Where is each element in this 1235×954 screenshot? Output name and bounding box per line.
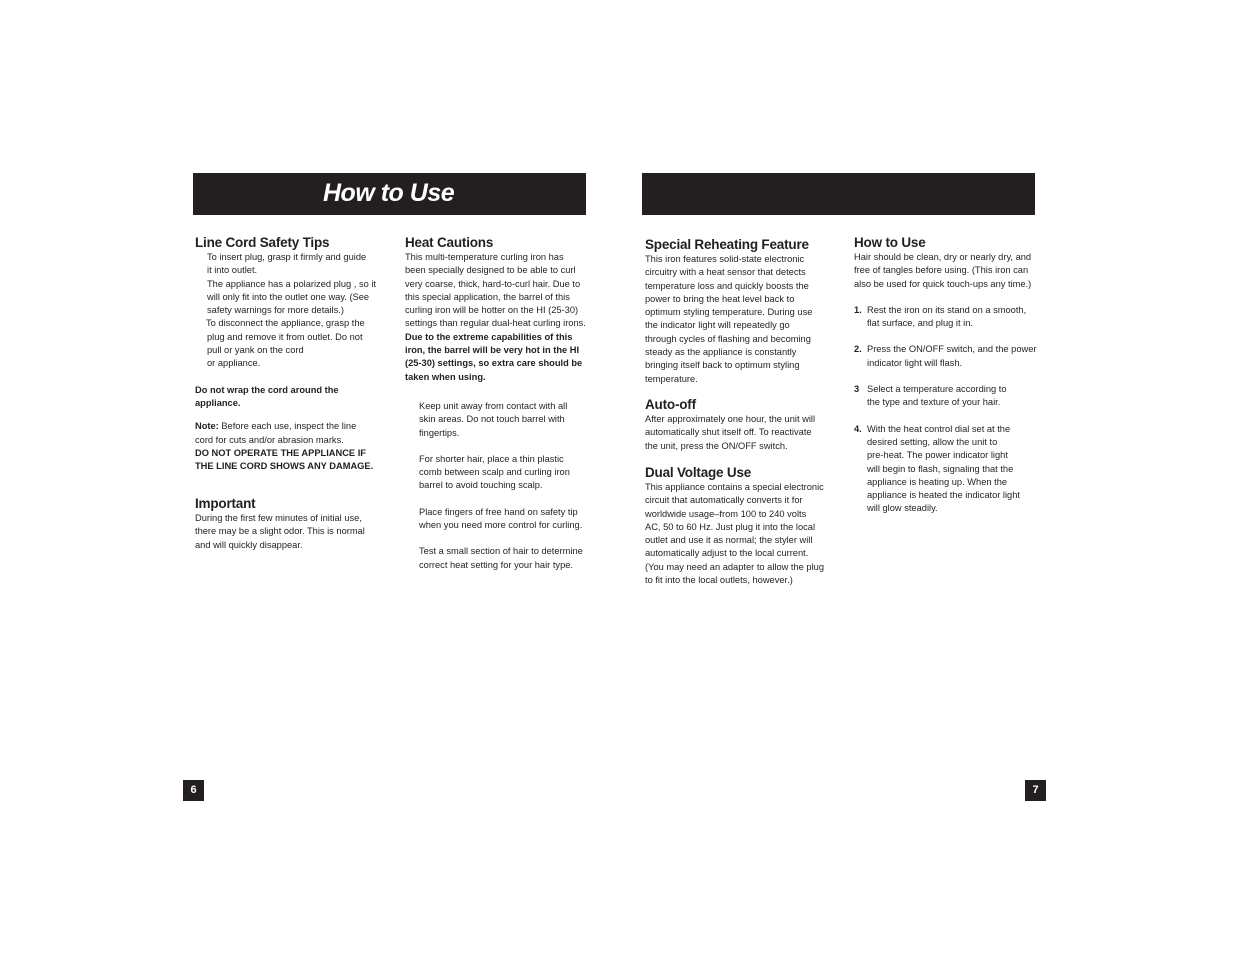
text-line: outlet and use it as normal; the styler will	[645, 535, 813, 546]
text-line: this special application, the barrel of this	[405, 291, 570, 302]
text-line: This multi-temperature curling iron has	[405, 252, 564, 262]
text-line: been specially designed to be able to curl	[405, 265, 576, 276]
text-line: worldwide usage–from 100 to 240 volts	[645, 508, 807, 519]
reheating-section	[645, 237, 835, 386]
tip-item	[405, 545, 595, 572]
text-line: will begin to flash, signaling that the	[867, 463, 1014, 474]
text-line: Test a small section of hair to determine	[419, 546, 583, 557]
text-line: power to bring the heat level back to	[645, 293, 795, 304]
step-number: 2.	[854, 344, 862, 355]
dual-voltage-section	[645, 465, 835, 587]
text-line: the type and texture of your hair.	[867, 397, 1001, 408]
page-number-right: 7	[1025, 780, 1046, 801]
text-line: indicator light will flash.	[867, 357, 963, 368]
line-cord-body	[195, 251, 385, 371]
text-line: desired setting, allow the unit to	[867, 436, 998, 447]
text-line: After approximately one hour, the unit will	[645, 414, 816, 424]
header-banner-right	[642, 173, 1035, 215]
text-line: This appliance contains a special electronic	[645, 482, 824, 492]
page-number-left: 6	[183, 780, 204, 801]
bold-warning-line: (25-30) settings, so extra care should be	[405, 358, 583, 369]
tip-item	[405, 400, 595, 440]
text-line: appliance is heated the indicator light	[867, 490, 1020, 501]
text-line: automatically adjust to the local current.	[645, 548, 809, 559]
text-line: The appliance has a polarized plug , so it	[207, 278, 377, 289]
note-label: Note:	[195, 421, 219, 432]
text-line: automatically shut itself off. To reactivate	[645, 427, 812, 438]
text-line: or appliance.	[207, 358, 261, 369]
text-line: correct heat setting for your hair type.	[419, 559, 573, 570]
text-line: For shorter hair, place a thin plastic	[419, 453, 564, 464]
text-line: the indicator light will repeatedly go	[645, 320, 790, 331]
text-line: temperature.	[645, 373, 698, 384]
text-line: flat surface, and plug it in.	[867, 318, 973, 329]
text-line: barrel to avoid touching scalp.	[419, 480, 543, 491]
text-line: free of tangles before using. (This iron can	[854, 265, 1029, 276]
important-section	[195, 496, 385, 552]
danger-line: DO NOT OPERATE THE APPLIANCE IF	[195, 447, 366, 458]
text-line: through cycles of flashing and becoming	[645, 333, 811, 344]
text-line: pre-heat. The power indicator light	[867, 450, 1008, 461]
header-banner-left	[193, 173, 586, 215]
text-line: temperature loss and quickly boosts the	[645, 280, 809, 291]
heat-cautions-heading: Heat Cautions	[405, 235, 494, 250]
text-line: comb between scalp and curling iron	[419, 467, 570, 478]
text-line: optimum styling temperature. During use	[645, 307, 813, 318]
page-title: How to Use	[323, 179, 455, 207]
heat-cautions-section	[405, 235, 595, 572]
danger-line: THE LINE CORD SHOWS ANY DAMAGE.	[195, 461, 374, 472]
cord-note	[195, 420, 385, 473]
tip-item	[405, 506, 595, 533]
text-line: AC, 50 to 60 Hz. Just plug it into the local	[645, 521, 816, 532]
text-line: To disconnect the appliance, grasp the	[206, 318, 365, 329]
line-cord-heading: Line Cord Safety Tips	[195, 235, 330, 250]
dual-voltage-heading: Dual Voltage Use	[645, 465, 752, 480]
text-line: the unit, press the ON/OFF switch.	[645, 440, 788, 451]
text-line: bringing itself back to optimum styling	[645, 360, 800, 371]
text-line: skin areas. Do not touch barrel with	[419, 414, 565, 425]
step-item	[854, 423, 1044, 516]
text-line: when you need more control for curling.	[419, 520, 583, 531]
text-line: very coarse, thick, hard-to-curl hair. Due to	[405, 278, 581, 289]
step-item	[854, 383, 1044, 410]
text-line: settings than regular dual-heat curling irons.	[405, 318, 586, 329]
text-line: safety warnings for more details.)	[207, 305, 344, 316]
text-line: Select a temperature according to	[867, 384, 1007, 395]
text-line: Keep unit away from contact with all	[419, 400, 568, 411]
text-line: circuitry with a heat sensor that detects	[645, 267, 806, 278]
text-line: With the heat control dial set at the	[867, 423, 1011, 434]
text-line: Do not wrap the cord around the	[195, 384, 339, 395]
text-line: Place fingers of free hand on safety tip	[419, 506, 578, 517]
text-line: steady as the appliance is constantly	[645, 347, 797, 358]
bold-warning-line: taken when using.	[405, 371, 486, 382]
step-number: 3	[854, 384, 860, 395]
reheating-heading: Special Reheating Feature	[645, 237, 809, 252]
text-line: will only fit into the outlet one way. (See	[207, 291, 370, 302]
text-line: to fit into the local outlets, however.)	[645, 575, 793, 586]
how-to-use-section	[854, 235, 1044, 516]
text-line: Press the ON/OFF switch, and the power	[867, 344, 1037, 355]
step-number: 1.	[854, 304, 862, 315]
auto-off-heading: Auto-off	[645, 397, 696, 412]
text-line: also be used for quick touch-ups any time.)	[854, 278, 1032, 289]
text-line: and will quickly disappear.	[195, 539, 303, 550]
how-to-use-heading: How to Use	[854, 235, 926, 250]
text-line: curling iron will be hotter on the HI (25-30)	[405, 305, 579, 316]
text-line: plug and remove it from outlet. Do not	[207, 331, 363, 342]
text-line: (You may need an adapter to allow the plug	[645, 561, 825, 572]
step-number: 4.	[854, 423, 862, 434]
text-line: there may be a slight odor. This is normal	[195, 526, 365, 537]
text-line: This iron features solid-state electronic	[645, 254, 805, 264]
text-line: Hair should be clean, dry or nearly dry, and	[854, 252, 1032, 262]
text-line: will glow steadily.	[867, 503, 938, 514]
auto-off-section	[645, 397, 835, 453]
text-line: fingertips.	[419, 427, 460, 438]
text-line: circuit that automatically converts it for	[645, 495, 803, 506]
tip-item	[405, 453, 595, 493]
text-line: appliance.	[195, 397, 241, 408]
text-line: pull or yank on the cord	[207, 345, 304, 356]
text-line: Rest the iron on its stand on a smooth,	[867, 304, 1027, 315]
cord-warning	[195, 384, 385, 411]
important-heading: Important	[195, 496, 256, 511]
line-cord-section	[195, 235, 385, 473]
text-line: During the first few minutes of initial use,	[195, 513, 362, 523]
step-item	[854, 304, 1044, 331]
text-line: appliance is heating up. When the	[867, 476, 1008, 487]
text-line: it into outlet.	[207, 265, 258, 276]
bold-warning-line: iron, the barrel will be very hot in the HI	[405, 345, 580, 356]
text-line: cord for cuts and/or abrasion marks.	[195, 434, 344, 445]
text-line: To insert plug, grasp it firmly and guide	[207, 252, 367, 262]
step-item	[854, 343, 1044, 370]
text-line: Before each use, inspect the line	[218, 421, 357, 432]
bold-warning-line: Due to the extreme capabilities of this	[405, 331, 573, 342]
